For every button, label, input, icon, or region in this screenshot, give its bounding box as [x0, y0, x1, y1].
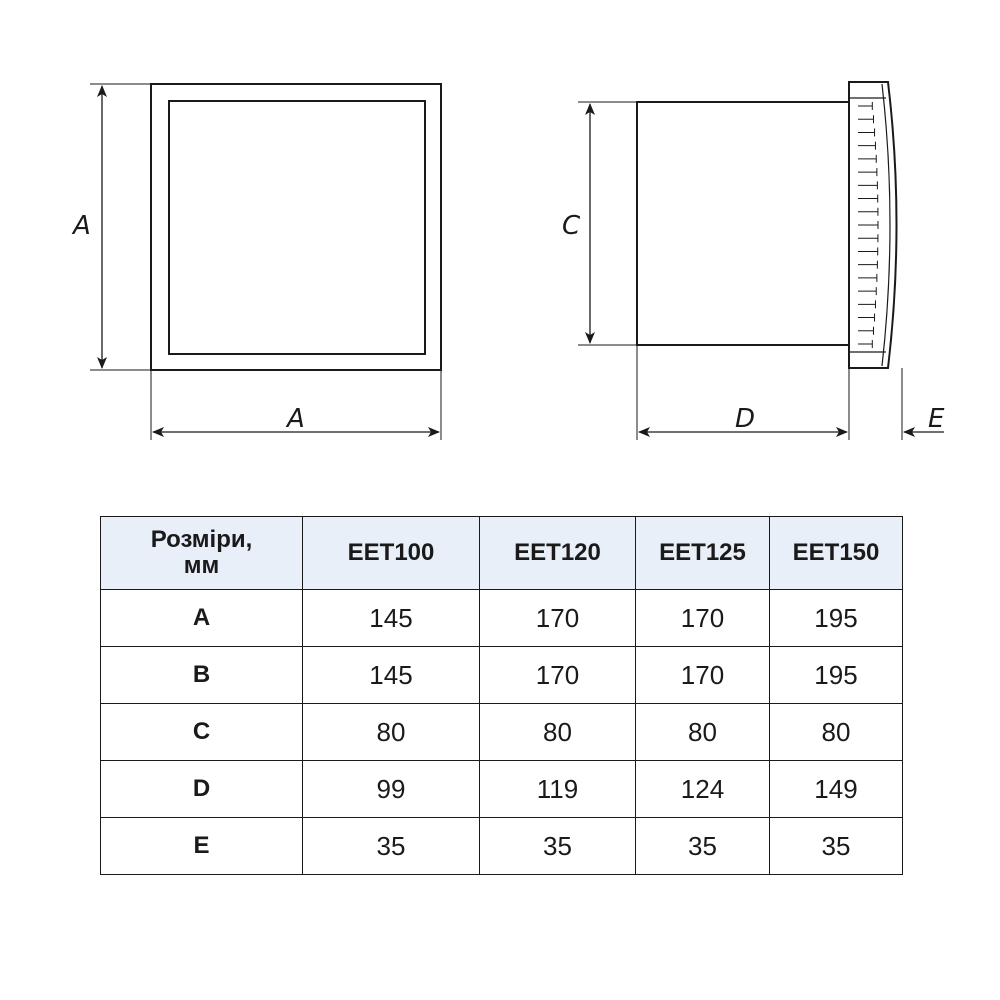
table-cell: 80 — [303, 704, 480, 761]
table-cell: 170 — [480, 647, 636, 704]
table-header-model: EET120 — [480, 517, 636, 590]
row-label: C — [101, 704, 303, 761]
table-header-model: EET125 — [636, 517, 770, 590]
table-cell: 170 — [480, 590, 636, 647]
table-cell: 170 — [636, 590, 770, 647]
table-cell: 80 — [770, 704, 903, 761]
table-row — [101, 647, 903, 704]
table-cell: 145 — [303, 647, 480, 704]
table-cell: 35 — [636, 818, 770, 875]
table-header-model: EET150 — [770, 517, 903, 590]
side-depth-label: D — [735, 404, 756, 434]
table-row — [101, 818, 903, 875]
front-view — [90, 84, 441, 440]
side-body — [637, 102, 849, 345]
table-cell: 124 — [636, 761, 770, 818]
dimensions-table — [100, 516, 903, 875]
row-label: D — [101, 761, 303, 818]
table-header-dimensions: Розміри, мм — [101, 517, 303, 590]
table-cell: 35 — [480, 818, 636, 875]
side-height-label: C — [562, 211, 581, 241]
table-cell: 145 — [303, 590, 480, 647]
row-label: E — [101, 818, 303, 875]
table-header-model: EET100 — [303, 517, 480, 590]
side-view — [578, 82, 944, 440]
table-cell: 35 — [770, 818, 903, 875]
table-cell: 149 — [770, 761, 903, 818]
side-panel-label: E — [928, 404, 945, 434]
front-height-label: A — [73, 211, 91, 241]
table-row — [101, 761, 903, 818]
front-inner-panel — [169, 101, 425, 354]
side-panel-curve-inner — [882, 84, 890, 366]
side-grille-slats — [858, 102, 878, 348]
table-cell: 99 — [303, 761, 480, 818]
table-cell: 80 — [636, 704, 770, 761]
table-row — [101, 590, 903, 647]
front-width-label: A — [287, 404, 305, 434]
row-label: B — [101, 647, 303, 704]
row-label: A — [101, 590, 303, 647]
front-outer-frame — [151, 84, 441, 370]
table-header-row — [101, 517, 903, 590]
table-row — [101, 704, 903, 761]
table-cell: 80 — [480, 704, 636, 761]
table-cell: 170 — [636, 647, 770, 704]
table-cell: 119 — [480, 761, 636, 818]
table-cell: 195 — [770, 590, 903, 647]
table-cell: 195 — [770, 647, 903, 704]
table-cell: 35 — [303, 818, 480, 875]
